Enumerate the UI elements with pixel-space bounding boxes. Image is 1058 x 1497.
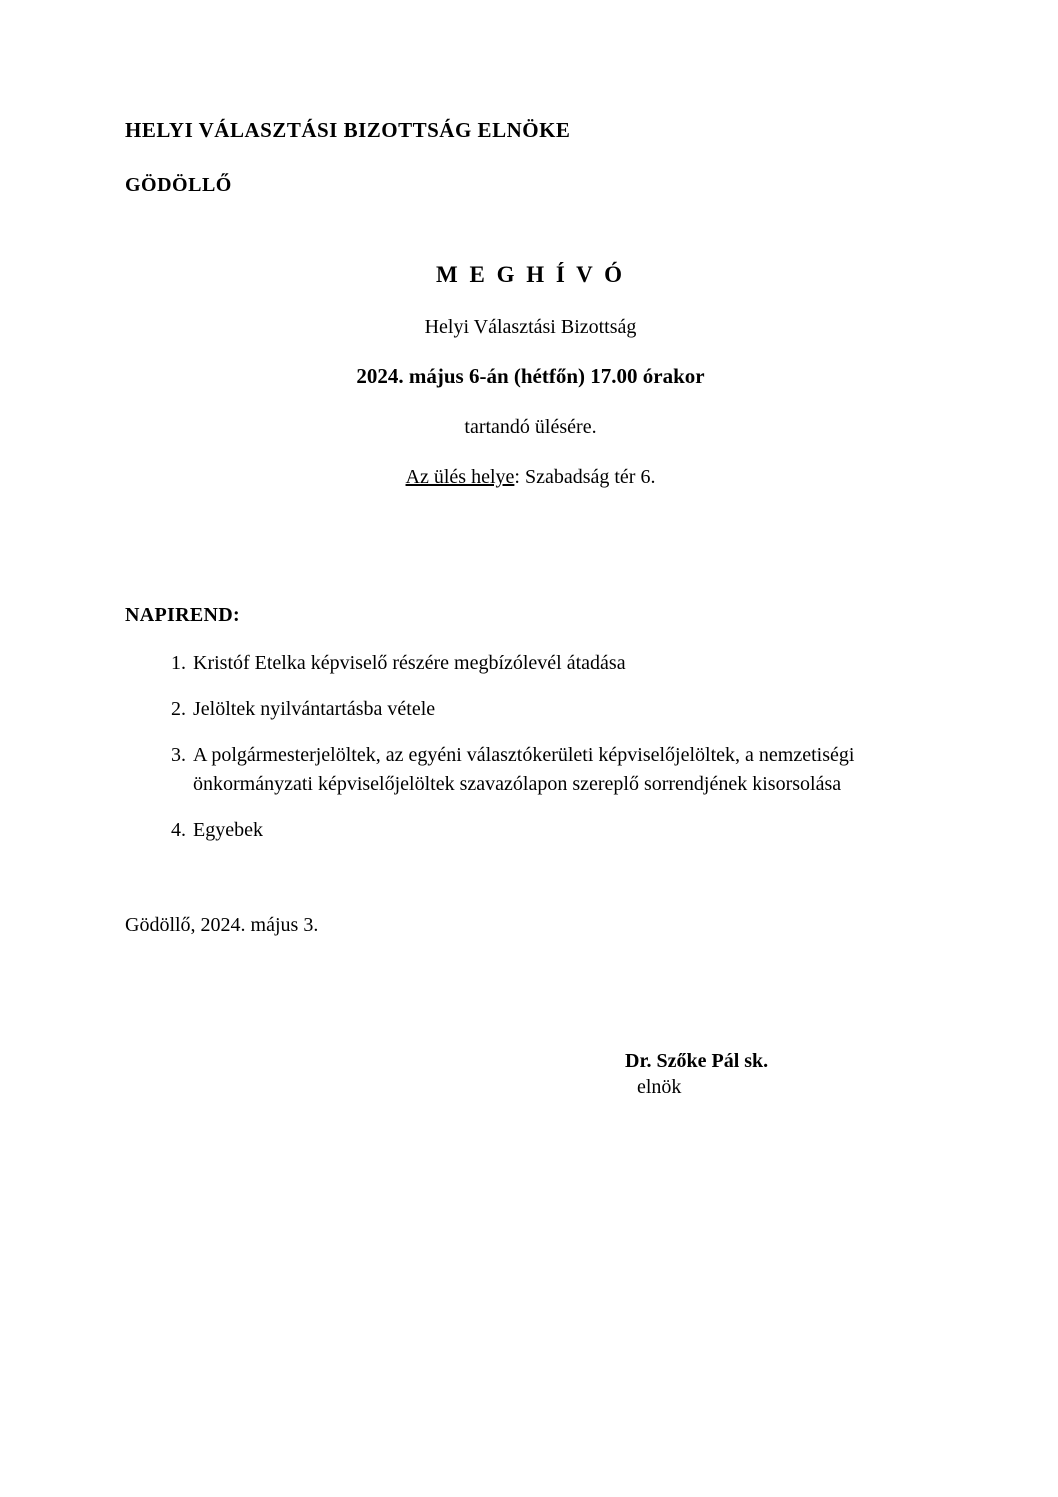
place-date-line: Gödöllő, 2024. május 3. — [125, 913, 319, 936]
signature-block — [625, 1049, 936, 1099]
invitation-center-block — [125, 261, 936, 489]
sender-city-line: GÖDÖLLŐ — [125, 174, 232, 197]
agenda-heading: NAPIREND: — [125, 603, 240, 626]
signatory-title: elnök — [637, 1075, 682, 1098]
agenda-item-2: 2. Jelöltek nyilvántartásba vétele — [191, 695, 936, 724]
meeting-location-label: Az ülés helye — [405, 465, 515, 488]
meeting-location-value: : Szabadság tér 6. — [514, 465, 656, 488]
sender-org-line: HELYI VÁLASZTÁSI BIZOTTSÁG ELNÖKE — [125, 118, 571, 142]
agenda-item-4: 4. Egyebek — [191, 816, 936, 845]
meeting-datetime: 2024. május 6-án (hétfőn) 17.00 órakor — [356, 363, 705, 388]
session-line: tartandó ülésére. — [464, 415, 597, 438]
agenda-item-1: 1. Kristóf Etelka képviselő részére megbízólevél átadása — [191, 649, 936, 678]
committee-name: Helyi Választási Bizottság — [424, 315, 637, 338]
signatory-name: Dr. Szőke Pál sk. — [625, 1049, 769, 1072]
agenda-item-3: 3. A polgármesterjelöltek, az egyéni választókerületi képviselőjelöltek, a nemzetiségi önkormányzati képviselőjelöltek szavazólapon szereplő sorrendjének kisorsolása — [191, 741, 936, 799]
agenda-list — [125, 649, 936, 845]
document-title: M E G H Í V Ó — [436, 262, 625, 288]
meeting-location-line — [125, 465, 936, 489]
